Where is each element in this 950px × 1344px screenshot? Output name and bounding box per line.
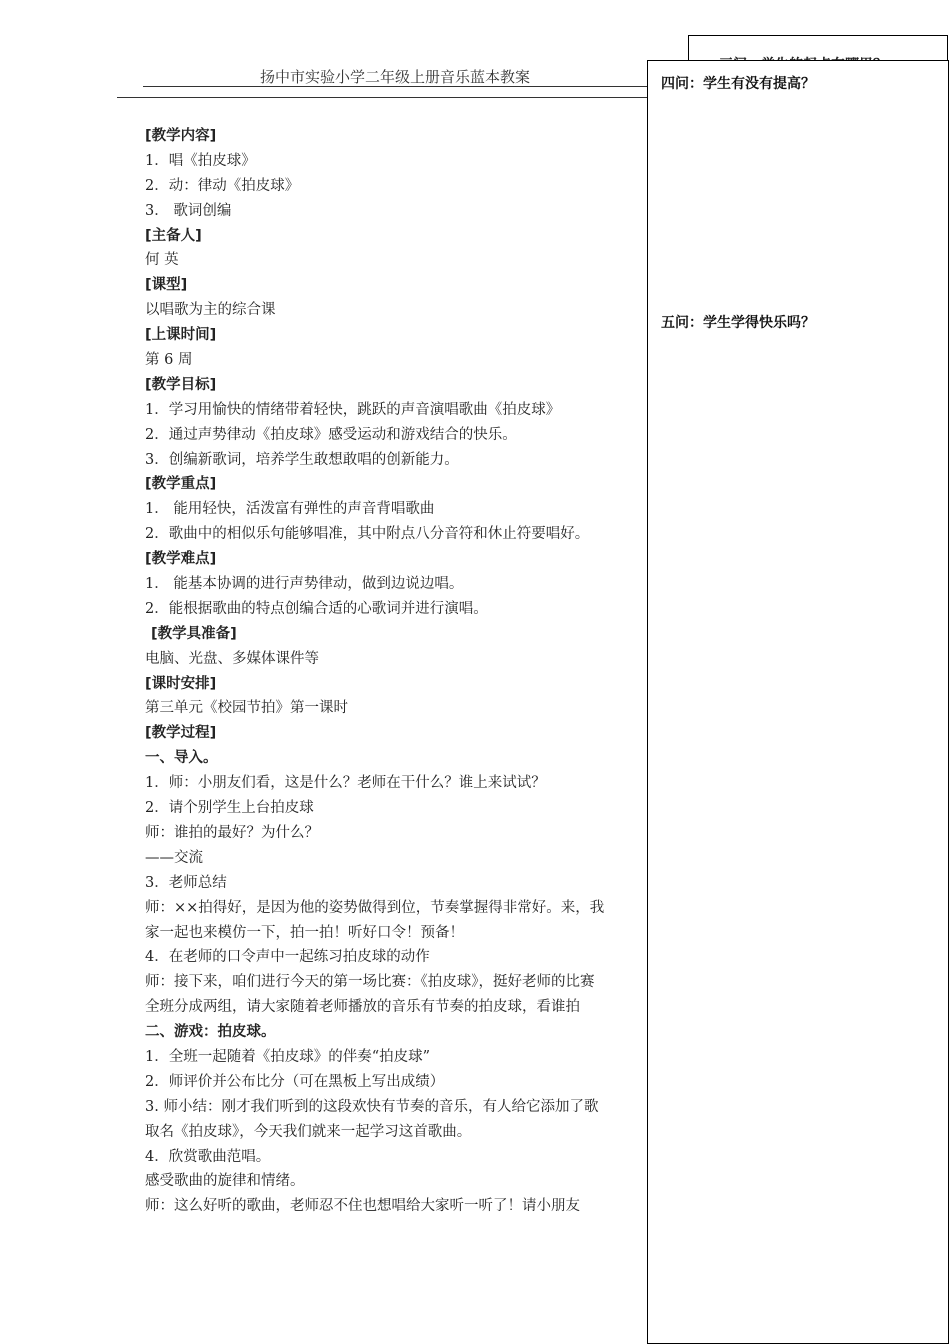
- side-note-question-4: 四问：学生有没有提高？: [661, 76, 815, 92]
- lesson-plan-body: [145, 124, 647, 1219]
- section-heading: [课型]: [145, 277, 188, 294]
- content-line: 1． 能基本协调的进行声势律动，做到边说边唱。: [145, 576, 464, 593]
- content-line: 2．歌曲中的相似乐句能够唱准，其中附点八分音符和休止符要唱好。: [145, 526, 590, 543]
- section-heading: [主备人]: [145, 227, 202, 244]
- content-line: 1．唱《拍皮球》: [145, 152, 256, 169]
- content-line: 2．请个别学生上台拍皮球: [145, 800, 314, 817]
- content-line: 第 6 周: [145, 352, 193, 369]
- section-heading: [教学过程]: [145, 725, 217, 742]
- section-heading: [教学难点]: [145, 551, 217, 568]
- content-line: 2．师评价并公布比分（可在黑板上写出成绩）: [145, 1073, 445, 1090]
- section-heading: 一、导入。: [145, 750, 218, 767]
- side-note-box: [647, 60, 949, 1344]
- content-line: 4．欣赏歌曲范唱。: [145, 1148, 271, 1165]
- content-line: 师：接下来，咱们进行今天的第一场比赛：《拍皮球》，挺好老师的比赛: [145, 974, 595, 991]
- content-line: 1． 能用轻快，活泼富有弹性的声音背唱歌曲: [145, 501, 435, 518]
- content-line: 取名《拍皮球》，今天我们就来一起学习这首歌曲。: [145, 1123, 472, 1140]
- content-line: 2．通过声势律动《拍皮球》感受运动和游戏结合的快乐。: [145, 426, 517, 443]
- content-line: 3. 师小结：刚才我们听到的这段欢快有节奏的音乐，有人给它添加了歌: [145, 1098, 599, 1115]
- content-line: 1．全班一起随着《拍皮球》的伴奏“拍皮球”: [145, 1048, 431, 1065]
- header-rule-bottom: [117, 97, 648, 98]
- header-rule-top: [143, 86, 648, 87]
- page-header-title: 扬中市实验小学二年级上册音乐蓝本教案: [259, 68, 530, 86]
- content-line: 第三单元《校园节拍》第一课时: [145, 700, 348, 717]
- section-heading: [教学目标]: [145, 376, 217, 393]
- content-line: 3．创编新歌词，培养学生敢想敢唱的创新能力。: [145, 451, 459, 468]
- content-line: ——交流: [145, 849, 203, 866]
- section-heading: 二、游戏：拍皮球。: [145, 1024, 276, 1041]
- content-line: 1．师：小朋友们看，这是什么？老师在干什么？谁上来试试？: [145, 775, 546, 792]
- content-line: 1．学习用愉快的情绪带着轻快，跳跃的声音演唱歌曲《拍皮球》: [145, 401, 561, 418]
- content-line: 师：××拍得好，是因为他的姿势做得到位，节奏掌握得非常好。来，我: [145, 899, 605, 916]
- content-line: 2．能根据歌曲的特点创编合适的心歌词并进行演唱。: [145, 600, 488, 617]
- content-line: 师：谁拍的最好？为什么？: [145, 824, 319, 841]
- content-line: 3． 歌词创编: [145, 202, 232, 219]
- content-line: 3．老师总结: [145, 874, 227, 891]
- content-line: 全班分成两组，请大家随着老师播放的音乐有节奏的拍皮球，看谁拍: [145, 999, 580, 1016]
- content-line: 电脑、光盘、多媒体课件等: [145, 650, 319, 667]
- content-line: 感受歌曲的旋律和情绪。: [145, 1173, 305, 1190]
- section-heading: [教学内容]: [145, 128, 217, 144]
- content-line: 何 英: [145, 252, 179, 269]
- content-line: 以唱歌为主的综合课: [145, 302, 276, 319]
- section-heading: [课时安排]: [145, 675, 217, 692]
- section-heading: [上课时间]: [145, 327, 217, 344]
- section-heading: [教学具准备]: [151, 625, 237, 642]
- content-line: 2．动：律动《拍皮球》: [145, 177, 300, 194]
- side-note-question-5: 五问：学生学得快乐吗？: [661, 315, 815, 331]
- content-line: 家一起也来模仿一下，拍一拍！听好口令！预备！: [145, 924, 464, 941]
- content-line: 师：这么好听的歌曲，老师忍不住也想唱给大家听一听了！请小朋友: [145, 1198, 580, 1215]
- content-line: 4．在老师的口令声中一起练习拍皮球的动作: [145, 949, 430, 966]
- section-heading: [教学重点]: [145, 476, 217, 493]
